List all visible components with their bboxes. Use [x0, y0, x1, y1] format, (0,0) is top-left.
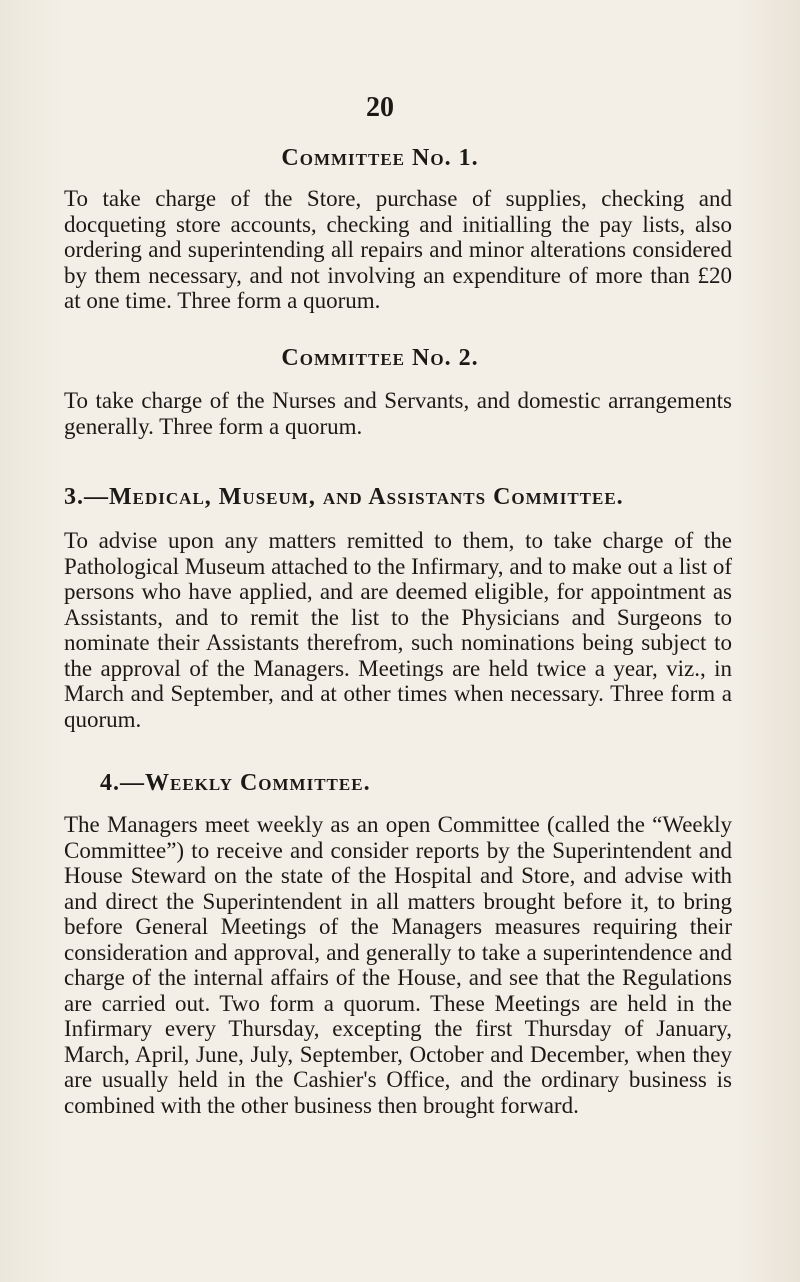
section-body-weekly-committee — [64, 812, 732, 1118]
page-number: 20 — [366, 92, 394, 123]
section-heading-weekly-committee: 4.—Weekly Committee. — [100, 770, 371, 796]
section-body-committee-2 — [64, 388, 732, 439]
section-body-committee-1 — [64, 186, 732, 314]
section-heading-committee-1: Committee No. 1. — [281, 145, 479, 171]
paragraph: The Managers meet weekly as an open Committee (called the “Weekly Committee”) to receive and consider reports by the Superintendent and House Steward on the state of the Hospital and Store, and advise with and direct the Superintendent in all matters brought before it, to bring before General Meetings of the Managers measures requiring their consideration and approval, and generally to take a superintendence and charge of the internal affairs of the House, and see that the Regulations are carried out. Two form a quorum. These Meetings are held in the Infirmary every Thursday, excepting the first Thursday of January, March, April, June, July, September, October and December, when they are usually held in the Cashier's Office, and the ordinary business is combined with the other business then brought forward. — [64, 812, 732, 1118]
paragraph: To take charge of the Store, purchase of supplies, checking and docqueting store accounts, checking and initialling the pay lists, also ordering and superintending all repairs and minor alterations considered by them necessary, and not involving an expenditure of more than £20 at one time. Three form a quorum. — [64, 186, 732, 313]
paragraph: To take charge of the Nurses and Servants, and domestic arrangements generally. Three form a quorum. — [64, 388, 732, 439]
section-body-medical-committee — [64, 528, 732, 732]
section-heading-committee-2: Committee No. 2. — [281, 345, 479, 371]
paragraph: To advise upon any matters remitted to them, to take charge of the Pathological Museum attached to the Infirmary, and to make out a list of persons who have applied, and are deemed eligible, for appointment as Assistants, and to remit the list to the Physicians and Surgeons to nominate their Assistants therefrom, such nominations being subject to the approval of the Managers. Meetings are held twice a year, viz., in March and September, and at other times when necessary. Three form a quorum. — [64, 528, 732, 732]
section-heading-medical-committee: 3.—Medical, Museum, and Assistants Committee. — [64, 484, 624, 510]
